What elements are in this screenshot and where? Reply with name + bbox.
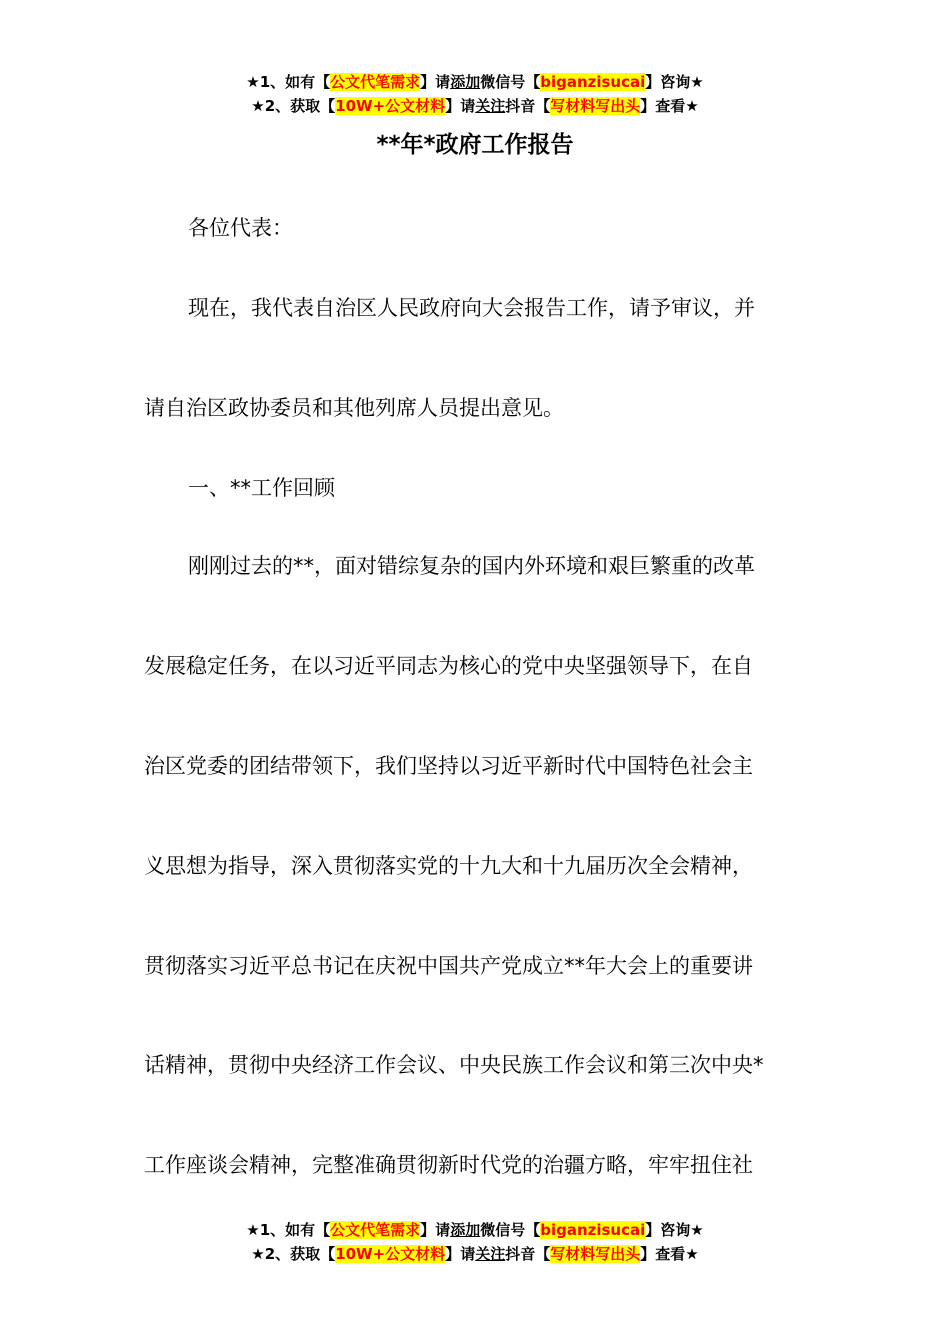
banner-text: 抖音【 xyxy=(505,97,551,115)
paragraph-line: 发展稳定任务，在以习近平同志为核心的党中央坚强领导下，在自 xyxy=(144,654,753,678)
banner-text: 微信号【 xyxy=(480,73,541,91)
banner-text: ★1、如有【 xyxy=(246,73,331,91)
paragraph-line: 治区党委的团结带领下，我们坚持以习近平新时代中国特色社会主 xyxy=(144,754,753,778)
paragraph-line: 话精神，贯彻中央经济工作会议、中央民族工作会议和第三次中央* xyxy=(144,1053,764,1077)
banner-highlight: 写材料写出头 xyxy=(550,97,641,115)
banner-text: 】请 xyxy=(445,1245,476,1263)
banner-line-1 xyxy=(0,1218,950,1242)
paragraph-line: 工作座谈会精神，完整准确贯彻新时代党的治疆方略，牢牢扭住社 xyxy=(144,1153,753,1177)
banner-text: 微信号【 xyxy=(480,1221,541,1239)
banner-text: 】查看★ xyxy=(640,97,699,115)
section-heading: 一、**工作回顾 xyxy=(188,476,335,500)
banner-underlined-text: 关注 xyxy=(475,97,506,115)
banner-highlight: biganzisucai xyxy=(540,73,646,91)
banner-text: ★2、获取【 xyxy=(251,1245,336,1263)
banner-text: 】咨询★ xyxy=(645,73,704,91)
banner-highlight: 公文代笔需求 xyxy=(330,1221,421,1239)
banner-text: 抖音【 xyxy=(505,1245,551,1263)
banner-line-1 xyxy=(0,70,950,94)
banner-highlight: biganzisucai xyxy=(540,1221,646,1239)
banner-underlined-text: 添加 xyxy=(450,1221,481,1239)
banner-highlight: 10W+公文材料 xyxy=(335,97,446,115)
paragraph-line: 刚刚过去的**，面对错综复杂的国内外环境和艰巨繁重的改革 xyxy=(188,554,755,578)
banner-underlined-text: 关注 xyxy=(475,1245,506,1263)
footer-banner xyxy=(0,1218,950,1266)
banner-highlight: 10W+公文材料 xyxy=(335,1245,446,1263)
banner-highlight: 写材料写出头 xyxy=(550,1245,641,1263)
banner-highlight: 公文代笔需求 xyxy=(330,73,421,91)
salutation: 各位代表： xyxy=(188,216,293,240)
banner-line-2 xyxy=(0,1242,950,1266)
banner-text: 】查看★ xyxy=(640,1245,699,1263)
banner-line-2 xyxy=(0,94,950,118)
header-banner xyxy=(0,70,950,118)
paragraph-line: 现在，我代表自治区人民政府向大会报告工作，请予审议，并 xyxy=(188,296,755,320)
paragraph-line: 义思想为指导，深入贯彻落实党的十九大和十九届历次全会精神， xyxy=(144,854,753,878)
banner-text: ★2、获取【 xyxy=(251,97,336,115)
paragraph-line: 贯彻落实习近平总书记在庆祝中国共产党成立**年大会上的重要讲 xyxy=(144,954,753,978)
banner-text: 】请 xyxy=(420,1221,451,1239)
paragraph-line: 请自治区政协委员和其他列席人员提出意见。 xyxy=(144,396,564,420)
document-title: **年*政府工作报告 xyxy=(376,132,574,158)
banner-text: 】请 xyxy=(420,73,451,91)
banner-text: 】请 xyxy=(445,97,476,115)
banner-text: 】咨询★ xyxy=(645,1221,704,1239)
banner-text: ★1、如有【 xyxy=(246,1221,331,1239)
banner-underlined-text: 添加 xyxy=(450,73,481,91)
